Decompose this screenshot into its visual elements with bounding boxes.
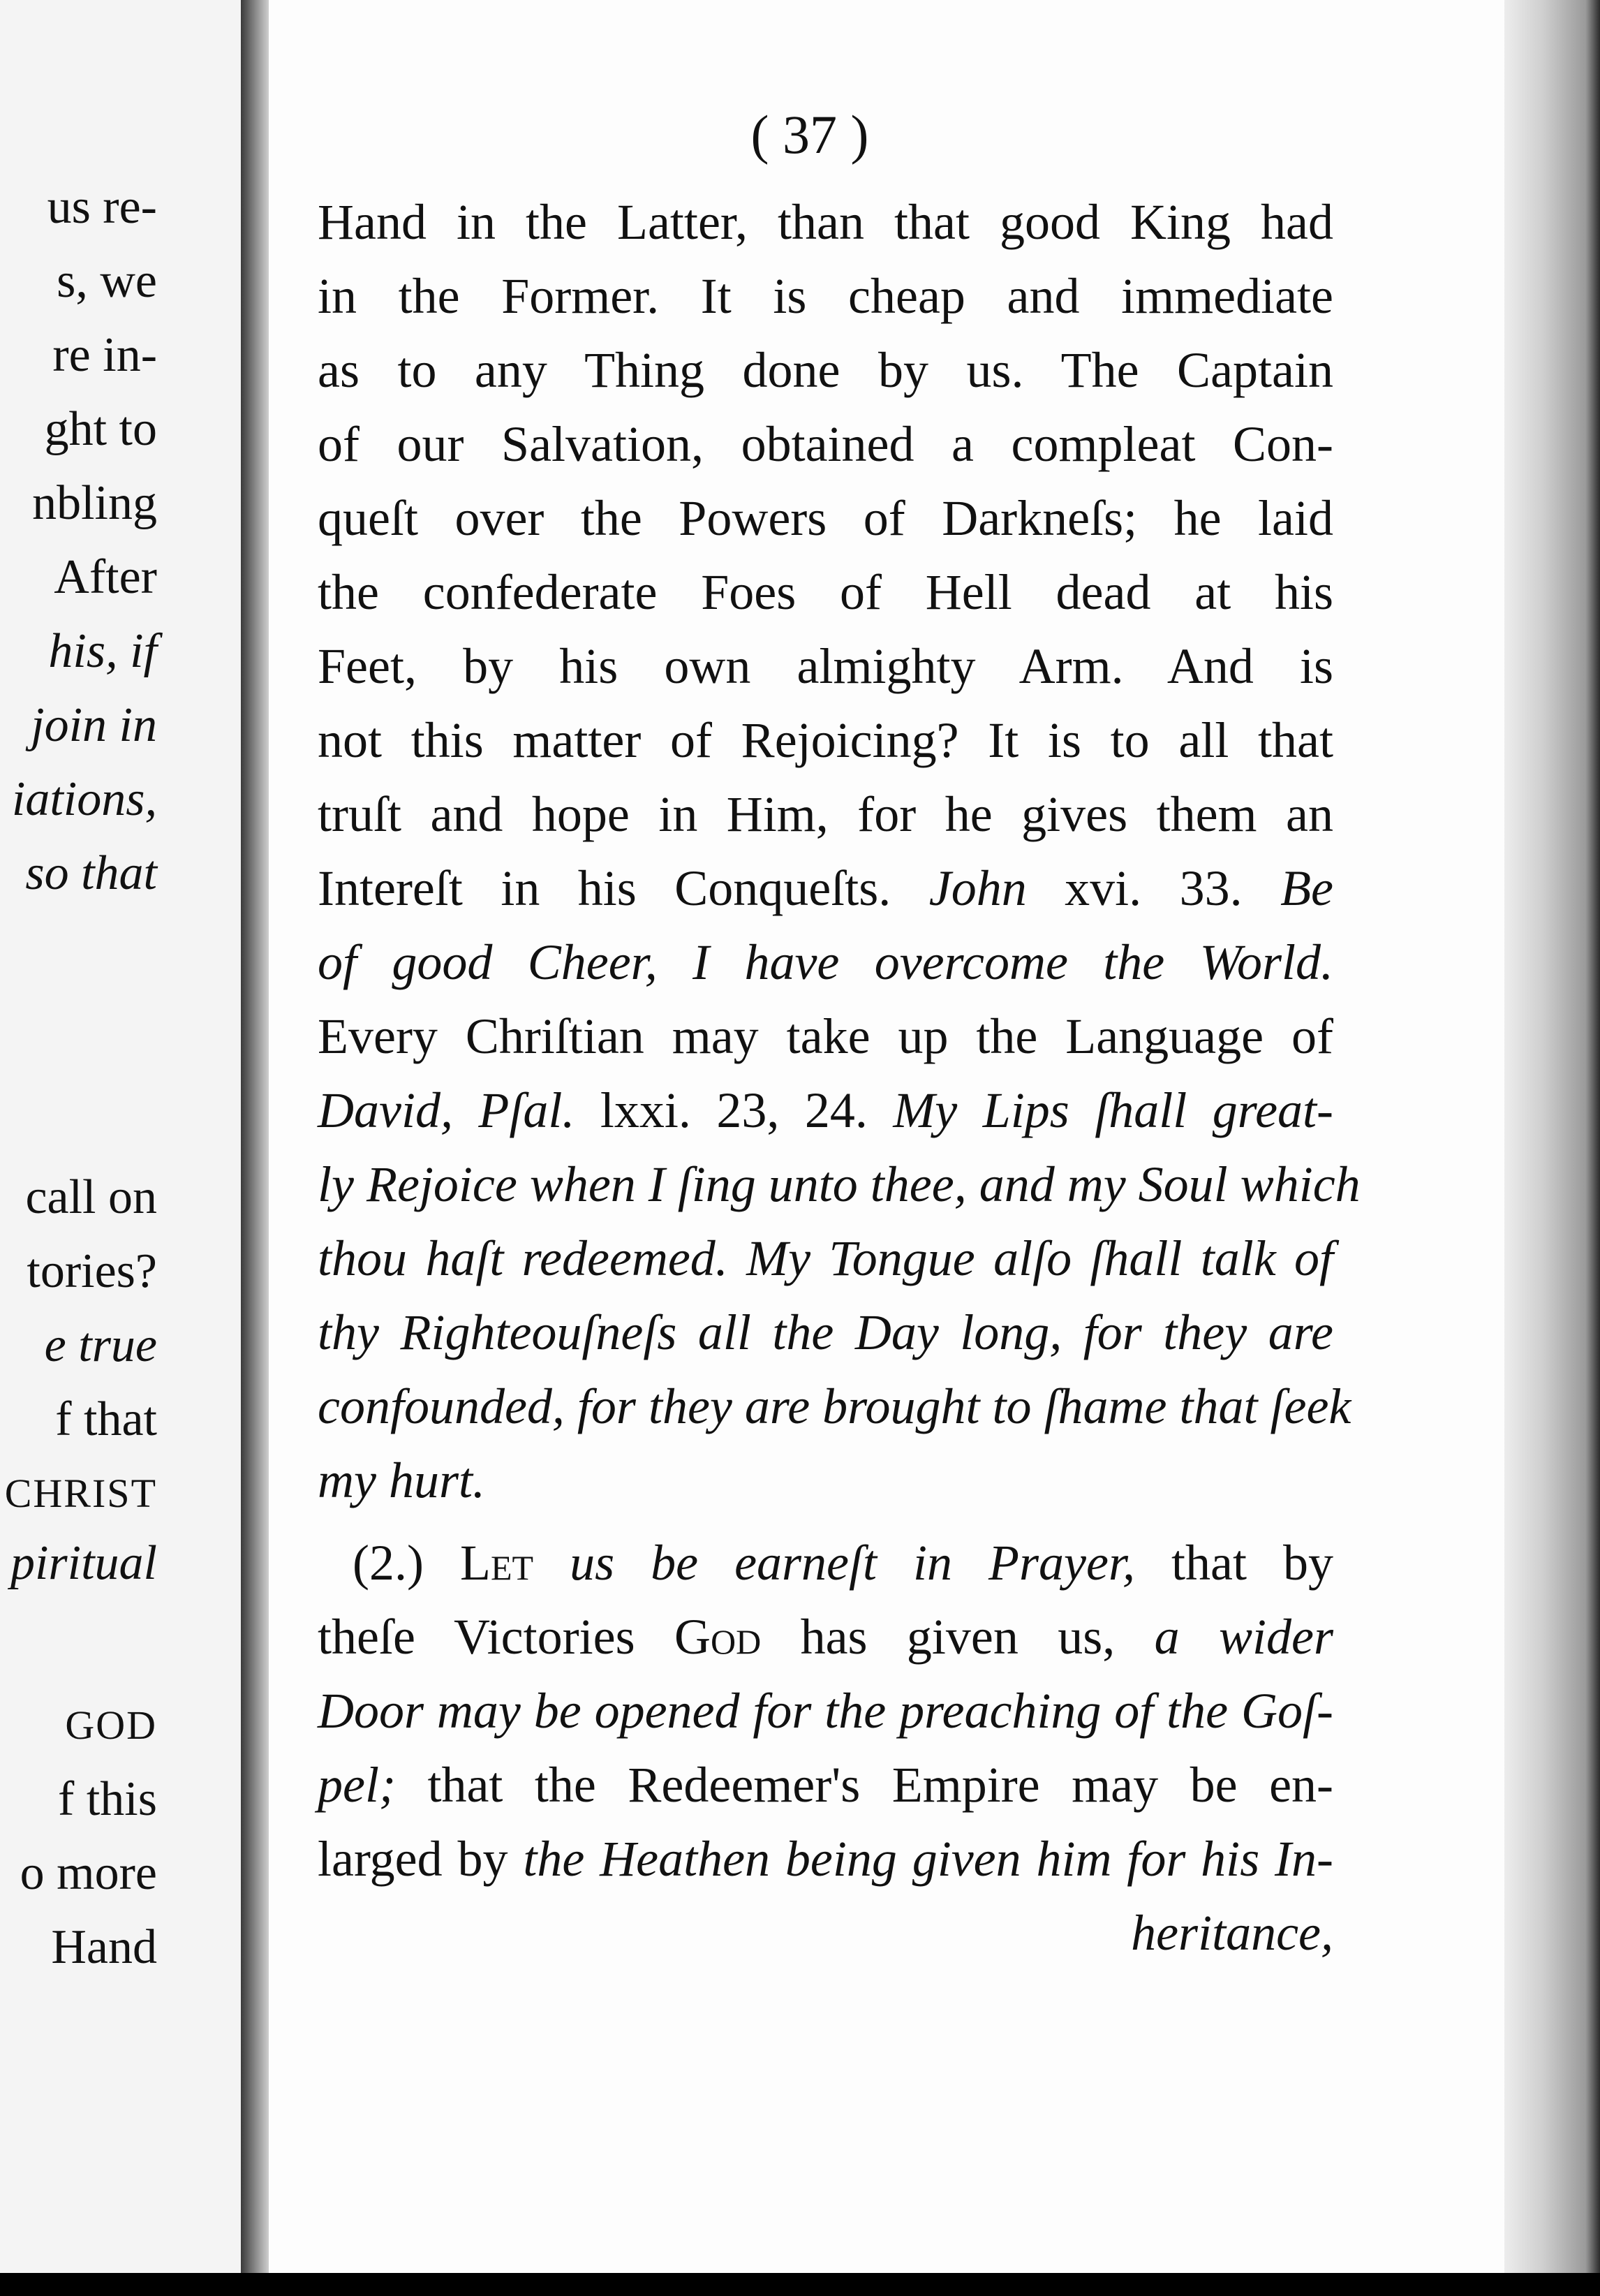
book-gutter	[241, 0, 269, 2296]
text-line: truſt and hope in Him, for he gives them an	[318, 786, 1333, 842]
scan-border	[0, 2273, 1600, 2296]
text-line: not this matter of Rejoicing? It is to all that	[318, 712, 1333, 768]
catchword: heritance,	[1131, 1905, 1333, 1961]
text-italic: David, Pſal.	[318, 1082, 575, 1138]
text-italic: pel;	[318, 1757, 396, 1813]
facing-line: his, if	[48, 624, 157, 678]
facing-line: f that	[55, 1392, 157, 1446]
text-line	[318, 1750, 1333, 1820]
text-line	[318, 1602, 1333, 1672]
text-italic: us be earneſt in Prayer,	[570, 1535, 1135, 1591]
facing-line: s, we	[57, 254, 157, 308]
text-line: queſt over the Powers of Darkneſs; he laid	[318, 490, 1333, 546]
facing-line: piritual	[10, 1536, 157, 1590]
facing-page	[0, 0, 241, 2296]
text-smallcaps: Let	[459, 1535, 534, 1591]
text-line	[318, 1528, 1333, 1598]
page-number: ( 37 )	[750, 104, 869, 165]
text-line: ly Rejoice when I ſing unto thee, and my Soul which	[318, 1156, 1361, 1212]
text-roman: theſe Victories	[318, 1609, 635, 1665]
text-roman: has given us,	[800, 1609, 1116, 1665]
text-smallcaps: God	[674, 1609, 762, 1665]
text-line: of good Cheer, I have overcome the World.	[318, 934, 1333, 990]
text-italic: My Lips ſhall great-	[893, 1082, 1334, 1138]
text-italic: the Heathen being given him for his In-	[523, 1831, 1334, 1887]
text-line: Feet, by his own almighty Arm. And is	[318, 638, 1333, 694]
text-line	[318, 1075, 1333, 1145]
text-line: my hurt.	[318, 1452, 485, 1508]
text-roman: xvi. 33.	[1065, 860, 1243, 916]
text-line: as to any Thing done by us. The Captain	[318, 342, 1333, 398]
facing-line: nbling	[32, 476, 157, 530]
text-italic: Be	[1280, 860, 1334, 916]
text-line: confounded, for they are brought to ſhame that ſeek	[318, 1378, 1351, 1434]
facing-line: e true	[44, 1318, 157, 1372]
facing-line: join in	[31, 698, 157, 752]
facing-line: Hand	[51, 1920, 157, 1974]
text-line: Hand in the Latter, than that good King had	[318, 194, 1333, 250]
text-roman: lxxi. 23, 24.	[600, 1082, 868, 1138]
text-roman: larged by	[318, 1831, 508, 1887]
text-roman: that by	[1171, 1535, 1333, 1591]
facing-line: After	[54, 550, 157, 604]
facing-line: call on	[25, 1170, 157, 1224]
text-italic: a wider	[1154, 1609, 1334, 1665]
facing-line: so that	[25, 846, 157, 900]
text-line: the confederate Foes of Hell dead at his	[318, 564, 1333, 620]
facing-line: GOD	[65, 1702, 157, 1748]
text-line	[318, 853, 1333, 923]
facing-line: ght to	[44, 402, 157, 456]
text-line	[318, 1824, 1333, 1894]
text-roman: Intereſt in his Conqueſts.	[318, 860, 891, 916]
text-line: thou haſt redeemed. My Tongue alſo ſhall talk of	[318, 1230, 1333, 1286]
text-line: of our Salvation, obtained a compleat Con-	[318, 416, 1333, 472]
facing-line: o more	[20, 1846, 157, 1900]
facing-line: us re-	[47, 180, 157, 234]
text-line: in the Former. It is cheap and immediate	[318, 268, 1333, 324]
facing-line: f this	[58, 1772, 157, 1826]
text-line: Door may be opened for the preaching of the Goſ-	[318, 1683, 1333, 1739]
text-roman: (2.)	[353, 1535, 424, 1591]
facing-line: iations,	[11, 772, 157, 826]
facing-line: tories?	[27, 1244, 157, 1298]
text-line: Every Chriſtian may take up the Language of	[318, 1008, 1333, 1064]
page-edge	[1504, 0, 1600, 2296]
text-italic: John	[928, 860, 1027, 916]
facing-line: re in-	[52, 328, 157, 382]
facing-line: CHRIST	[4, 1471, 157, 1516]
text-roman: that the Redeemer's Empire may be en-	[427, 1757, 1334, 1813]
text-line: thy Righteouſneſs all the Day long, for they are	[318, 1304, 1333, 1360]
